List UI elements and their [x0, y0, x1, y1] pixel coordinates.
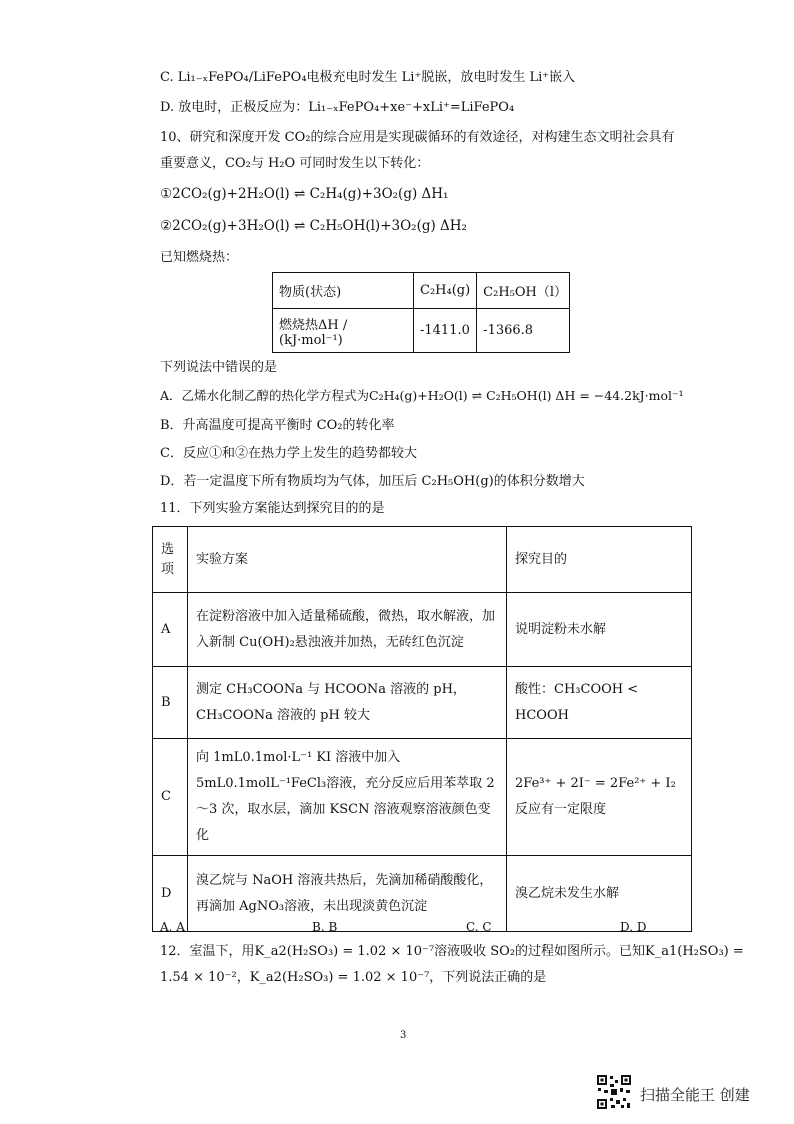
- experiment-table: [152, 526, 692, 932]
- table-header-cell: 物质(状态): [273, 273, 414, 309]
- table-cell: 溴乙烷未发生水解: [507, 856, 692, 932]
- table-header-cell: 实验方案: [188, 527, 507, 593]
- table-cell: -1366.8: [477, 309, 570, 353]
- q10-reaction-1: ①2CO₂(g)+2H₂O(l) ⇌ C₂H₄(g)+3O₂(g) ΔH₁: [160, 186, 449, 202]
- combustion-heat-table: [272, 272, 570, 353]
- option-c: C. C: [466, 920, 492, 934]
- table-cell: 测定 CH₃COONa 与 HCOONa 溶液的 pH，CH₃COONa 溶液的 pH 较大: [188, 667, 507, 739]
- table-cell: D: [153, 856, 188, 932]
- option-a: A. A: [160, 920, 185, 934]
- option-b: B. B: [312, 920, 338, 934]
- page-number: 3: [400, 1030, 407, 1041]
- table-cell: B: [153, 667, 188, 739]
- q10-known: 已知燃烧热：: [160, 250, 239, 265]
- footer-text: 扫描全能王 创建: [640, 1086, 750, 1104]
- table-cell: 说明淀粉未水解: [507, 593, 692, 667]
- option-d: D. D: [620, 920, 647, 934]
- table-cell: 向 1mL0.1mol·L⁻¹ KI 溶液中加入 5mL0.1molL⁻¹FeCl₃溶液，充分反应后用苯萃取 2～3 次，取水层，滴加 KSCN 溶液观察溶液颜色变化: [188, 739, 507, 856]
- q12-line1: 12．室温下，用K_a2(H₂SO₃) = 1.02 × 10⁻⁷溶液吸收 SO₂的过程如图所示。已知K_a1(H₂SO₃) =: [160, 944, 744, 959]
- table-cell: -1411.0: [414, 309, 477, 353]
- q10-reaction-2: ②2CO₂(g)+3H₂O(l) ⇌ C₂H₅OH(l)+3O₂(g) ΔH₂: [160, 218, 467, 234]
- table-header-cell: C₂H₅OH（l）: [477, 273, 570, 309]
- table-header-cell: 选项: [153, 527, 188, 593]
- q10-option-c: C．反应①和②在热力学上发生的趋势都较大: [160, 446, 417, 461]
- table-header-cell: 探究目的: [507, 527, 692, 593]
- table-cell: 2Fe³⁺ + 2I⁻ = 2Fe²⁺ + I₂ 反应有一定限度: [507, 739, 692, 856]
- q10-option-b: B．升高温度可提高平衡时 CO₂的转化率: [160, 418, 395, 433]
- table-cell: C: [153, 739, 188, 856]
- table-cell: 酸性：CH₃COOH < HCOOH: [507, 667, 692, 739]
- q9-option-c: C. Li₁₋ₓFePO₄/LiFePO₄电极充电时发生 Li⁺脱嵌，放电时发生 Li⁺嵌入: [160, 70, 576, 85]
- q10-option-d: D．若一定温度下所有物质均为气体，加压后 C₂H₅OH(g)的体积分数增大: [160, 474, 585, 489]
- q9-option-d: D. 放电时，正极反应为：Li₁₋ₓFePO₄+xe⁻+xLi⁺=LiFePO₄: [160, 100, 515, 115]
- q12-line2: 1.54 × 10⁻²，K_a2(H₂SO₃) = 1.02 × 10⁻⁷，下列说法正确的是: [160, 970, 547, 985]
- q10-stem-line2: 重要意义，CO₂与 H₂O 可同时发生以下转化：: [160, 156, 430, 171]
- table-header-cell: C₂H₄(g): [414, 273, 477, 309]
- qr-code-icon: [596, 1074, 632, 1110]
- q10-ask: 下列说法中错误的是: [160, 360, 278, 375]
- q11-stem: 11．下列实验方案能达到探究目的的是: [160, 501, 385, 516]
- table-cell: 溴乙烷与 NaOH 溶液共热后，先滴加稀硝酸酸化，再滴加 AgNO₃溶液，未出现淡黄色沉淀: [188, 856, 507, 932]
- q10-stem-line1: 10、研究和深度开发 CO₂的综合应用是实现碳循环的有效途径，对构建生态文明社会具有: [160, 130, 675, 145]
- table-cell: 在淀粉溶液中加入适量稀硫酸，微热，取水解液，加入新制 Cu(OH)₂悬浊液并加热，无砖红色沉淀: [188, 593, 507, 667]
- table-cell: A: [153, 593, 188, 667]
- q10-option-a: A．乙烯水化制乙醇的热化学方程式为C₂H₄(g)+H₂O(l) ⇌ C₂H₅OH(l) ΔH = −44.2kJ·mol⁻¹: [160, 388, 684, 403]
- table-cell: 燃烧热ΔH / (kJ·mol⁻¹): [273, 309, 414, 353]
